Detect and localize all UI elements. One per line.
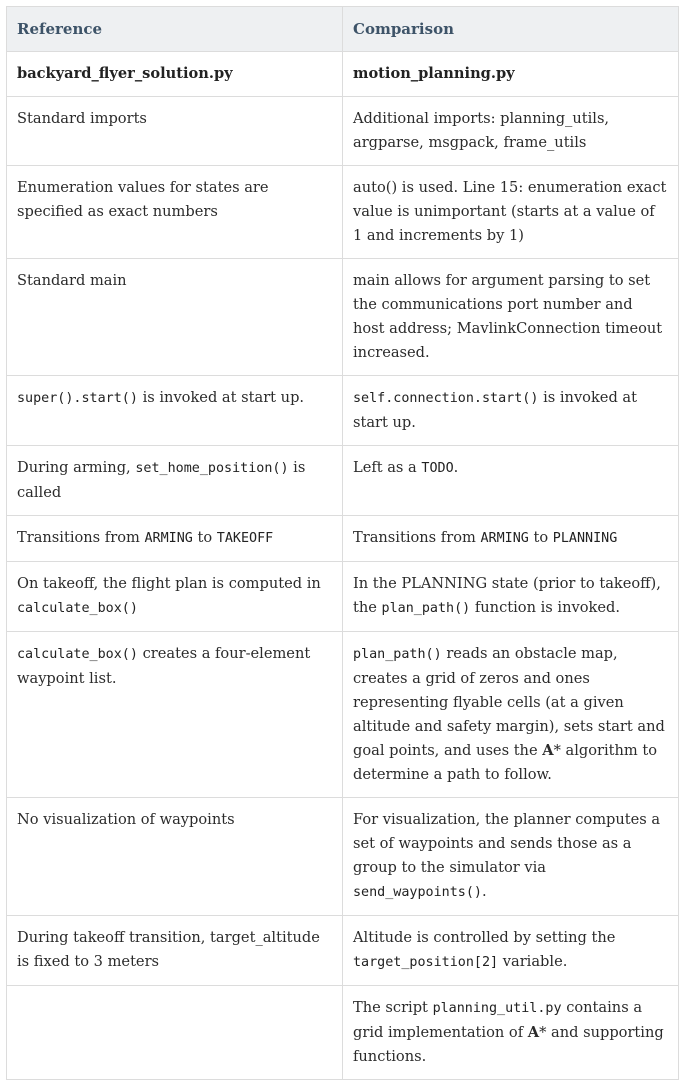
header-reference: Reference	[7, 7, 343, 52]
cell-text: Enumeration values for states are specified as exact numbers	[17, 179, 269, 220]
cell-text: auto() is used. Line 15: enumeration exact value is unimportant (starts at a value of 1 and increments by 1)	[353, 179, 667, 244]
cell-text: During takeoff transition, target_altitude is fixed to 3 meters	[17, 929, 320, 970]
code-snippet: TODO	[421, 461, 454, 476]
reference-cell	[7, 798, 343, 916]
cell-text: During arming,	[17, 459, 136, 476]
cell-text: Standard main	[17, 272, 127, 289]
cell-text: No visualization of waypoints	[17, 811, 235, 828]
reference-cell	[7, 259, 343, 376]
code-snippet: self.connection.start()	[353, 391, 539, 406]
file-name-row	[7, 52, 679, 97]
table-row	[7, 798, 679, 916]
comparison-cell	[343, 986, 679, 1080]
cell-text: variable.	[498, 953, 568, 970]
code-snippet: TAKEOFF	[216, 531, 274, 546]
comparison-cell	[343, 259, 679, 376]
reference-cell	[7, 986, 343, 1080]
cell-text: main allows for argument parsing to set the communications port number and host address; MavlinkConnection timeout increased.	[353, 272, 663, 361]
code-snippet: plan_path()	[353, 647, 442, 662]
cell-text: contains a grid implementation of	[353, 999, 643, 1041]
comparison-cell	[343, 562, 679, 632]
bold-text: A	[527, 1024, 540, 1041]
code-snippet: PLANNING	[552, 531, 618, 546]
comparison-cell	[343, 916, 679, 986]
comparison-cell	[343, 632, 679, 798]
table-row	[7, 376, 679, 446]
cell-text: Altitude is controlled by setting the	[353, 929, 616, 946]
reference-cell	[7, 166, 343, 259]
table-row	[7, 516, 679, 562]
table-row	[7, 259, 679, 376]
table-row	[7, 446, 679, 516]
table-row	[7, 986, 679, 1080]
comparison-file-name: motion_planning.py	[343, 52, 679, 97]
comparison-table-container	[6, 6, 678, 1080]
cell-text: In the PLANNING state (prior to takeoff), the	[353, 575, 661, 616]
comparison-cell	[343, 376, 679, 446]
cell-text: * algorithm to determine a path to follow.	[353, 742, 658, 783]
cell-text: On takeoff, the flight plan is computed in	[17, 575, 321, 592]
reference-cell	[7, 97, 343, 166]
table-row	[7, 97, 679, 166]
reference-cell	[7, 376, 343, 446]
cell-text: is invoked at start up.	[353, 389, 637, 431]
cell-text: to	[192, 529, 217, 546]
reference-cell	[7, 516, 343, 562]
code-snippet: target_position[2]	[353, 955, 499, 970]
comparison-cell	[343, 97, 679, 166]
cell-text: Transitions from	[353, 529, 481, 546]
comparison-cell	[343, 446, 679, 516]
reference-cell	[7, 916, 343, 986]
cell-text: The script	[353, 999, 433, 1016]
comparison-cell	[343, 798, 679, 916]
cell-text: is invoked at start up.	[137, 389, 305, 406]
cell-text: creates a four-element waypoint list.	[17, 645, 311, 687]
cell-text: .	[453, 459, 459, 476]
comparison-cell	[343, 516, 679, 562]
cell-text: function is invoked.	[470, 599, 620, 616]
cell-text: * and supporting functions.	[353, 1024, 664, 1065]
code-snippet: calculate_box()	[17, 601, 138, 616]
cell-text: Additional imports: planning_utils, argparse, msgpack, frame_utils	[353, 110, 610, 151]
code-snippet: ARMING	[480, 531, 529, 546]
cell-text: For visualization, the planner computes a set of waypoints and sends those as a group to the simulator via	[353, 811, 661, 876]
code-snippet: super().start()	[17, 391, 138, 406]
reference-cell	[7, 562, 343, 632]
reference-cell	[7, 446, 343, 516]
reference-file-name: backyard_flyer_solution.py	[7, 52, 343, 97]
table-row	[7, 562, 679, 632]
comparison-cell	[343, 166, 679, 259]
cell-text: reads an obstacle map, creates a grid of zeros and ones representing flyable cells (at a given altitude and safety margin), sets start and goal points, and uses the	[353, 645, 665, 759]
reference-cell	[7, 632, 343, 798]
code-snippet: send_waypoints()	[353, 885, 482, 900]
table-body	[7, 52, 679, 1080]
comparison-table	[6, 6, 679, 1080]
code-snippet: calculate_box()	[17, 647, 138, 662]
code-snippet: set_home_position()	[135, 461, 289, 476]
table-row	[7, 166, 679, 259]
table-header-row	[7, 7, 679, 52]
code-snippet: plan_path()	[381, 601, 471, 616]
table-row	[7, 632, 679, 798]
cell-text: .	[482, 883, 487, 900]
cell-text: Transitions from	[17, 529, 145, 546]
code-snippet: planning_util.py	[432, 1001, 562, 1016]
bold-text: A	[542, 742, 554, 759]
cell-text: Standard imports	[17, 110, 147, 127]
header-comparison: Comparison	[343, 7, 679, 52]
cell-text: is called	[17, 459, 306, 501]
code-snippet: ARMING	[144, 531, 193, 546]
cell-text: to	[528, 529, 553, 546]
cell-text: Left as a	[353, 459, 422, 476]
table-row	[7, 916, 679, 986]
